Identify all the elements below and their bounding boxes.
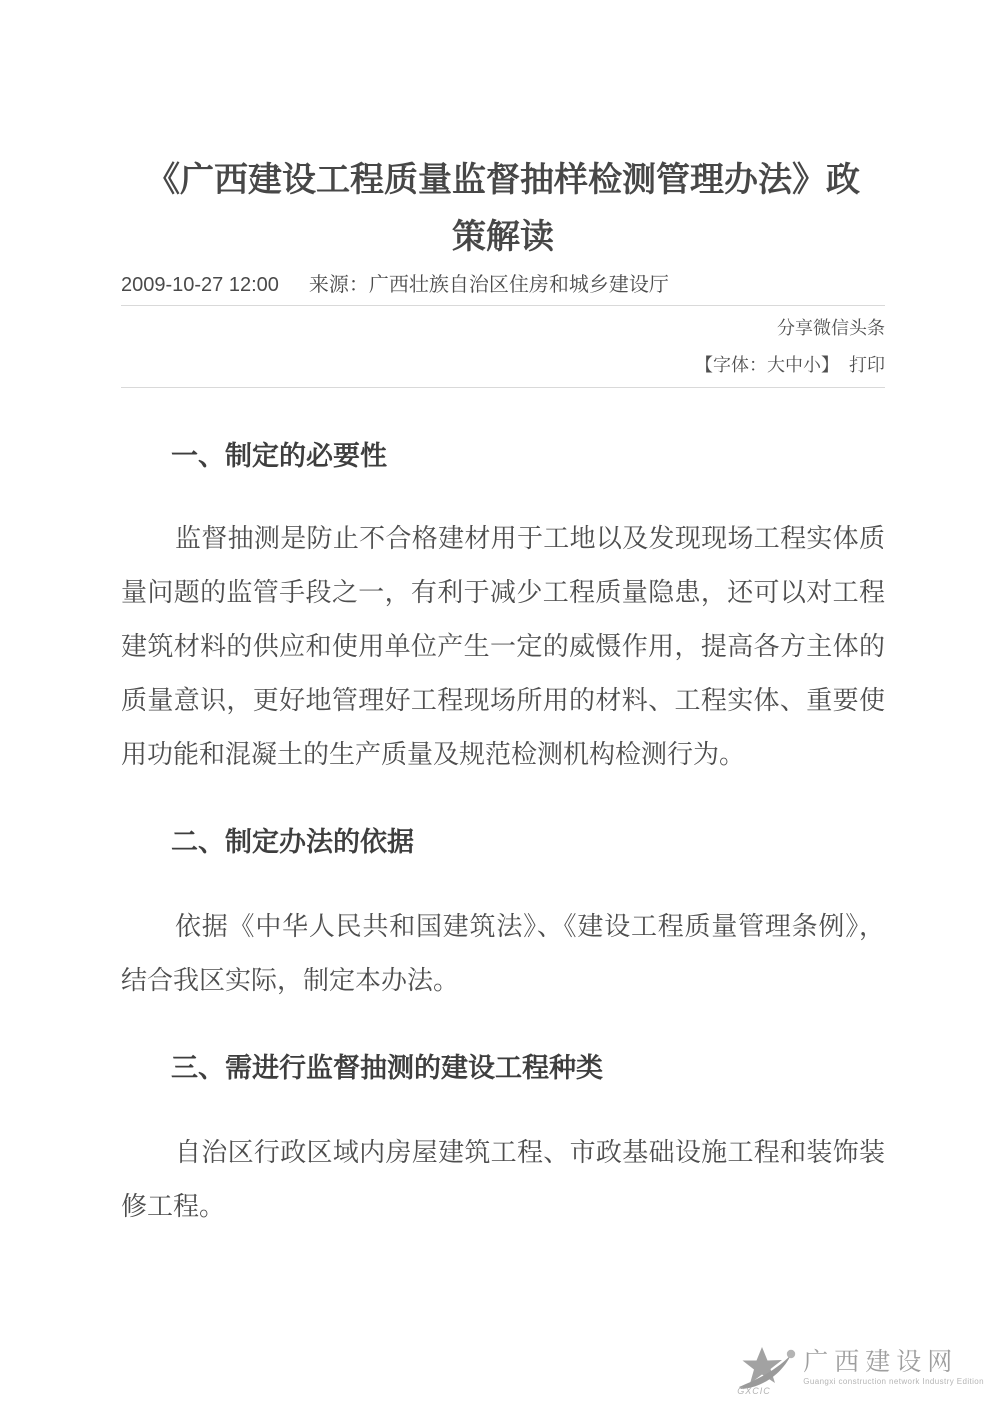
site-watermark [735,1345,984,1396]
site-logo [735,1345,797,1396]
print-button[interactable]: 打印 [849,355,885,375]
source-name: 广西壮族自治区住房和城乡建设厅 [368,274,669,296]
article-body [121,438,885,1234]
article-content [121,0,885,1234]
article-meta [121,272,885,306]
font-size-bar [121,352,885,388]
section-heading-3: 三、需进行监督抽测的建设工程种类 [171,1053,603,1083]
logo-gxcic-text: GXCIC [737,1386,771,1396]
share-wechat-link[interactable]: 微信 [813,318,849,338]
share-bar [121,315,885,341]
font-size-label: 【字体： [695,355,767,375]
share-label: 分享 [777,318,813,338]
publish-datetime: 2009-10-27 12:00 [121,274,279,296]
site-name: 广西建设网 [803,1349,959,1376]
section-heading-2: 二、制定办法的依据 [171,827,414,857]
font-size-large-button[interactable]: 大 [767,355,785,375]
page-title: 《广西建设工程质量监督抽样检测管理办法》政策解读 [146,161,860,256]
article-source [309,272,669,298]
logo-dot-icon [787,1350,795,1358]
site-logo-text [803,1345,984,1386]
section-heading-1: 一、制定的必要性 [171,441,387,471]
font-size-medium-button[interactable]: 中 [785,355,803,375]
font-size-small-button[interactable]: 小 [803,355,821,375]
font-size-label-close: 】 [821,355,839,375]
share-toutiao-link[interactable]: 头条 [849,318,885,338]
source-label: 来源： [308,274,369,296]
section-paragraph-1: 监督抽测是防止不合格建材用于工地以及发现现场工程实体质量问题的监管手段之一，有利于减少工程质量隐患，还可以对工程建筑材料的供应和使用单位产生一定的威慑作用，提高各方主体的质量意识，更好地管理好工程现场所用的材料、工程实体、重要使用功能和混凝土的生产质量及规范检测机构检测行为。 [121,524,885,769]
section-paragraph-2: 依据《中华人民共和国建筑法》、《建设工程质量管理条例》，结合我区实际，制定本办法。 [121,912,885,995]
section-paragraph-3: 自治区行政区域内房屋建筑工程、市政基础设施工程和装饰装修工程。 [121,1138,885,1221]
site-tagline: Guangxi construction network Industry Edition [803,1377,984,1386]
